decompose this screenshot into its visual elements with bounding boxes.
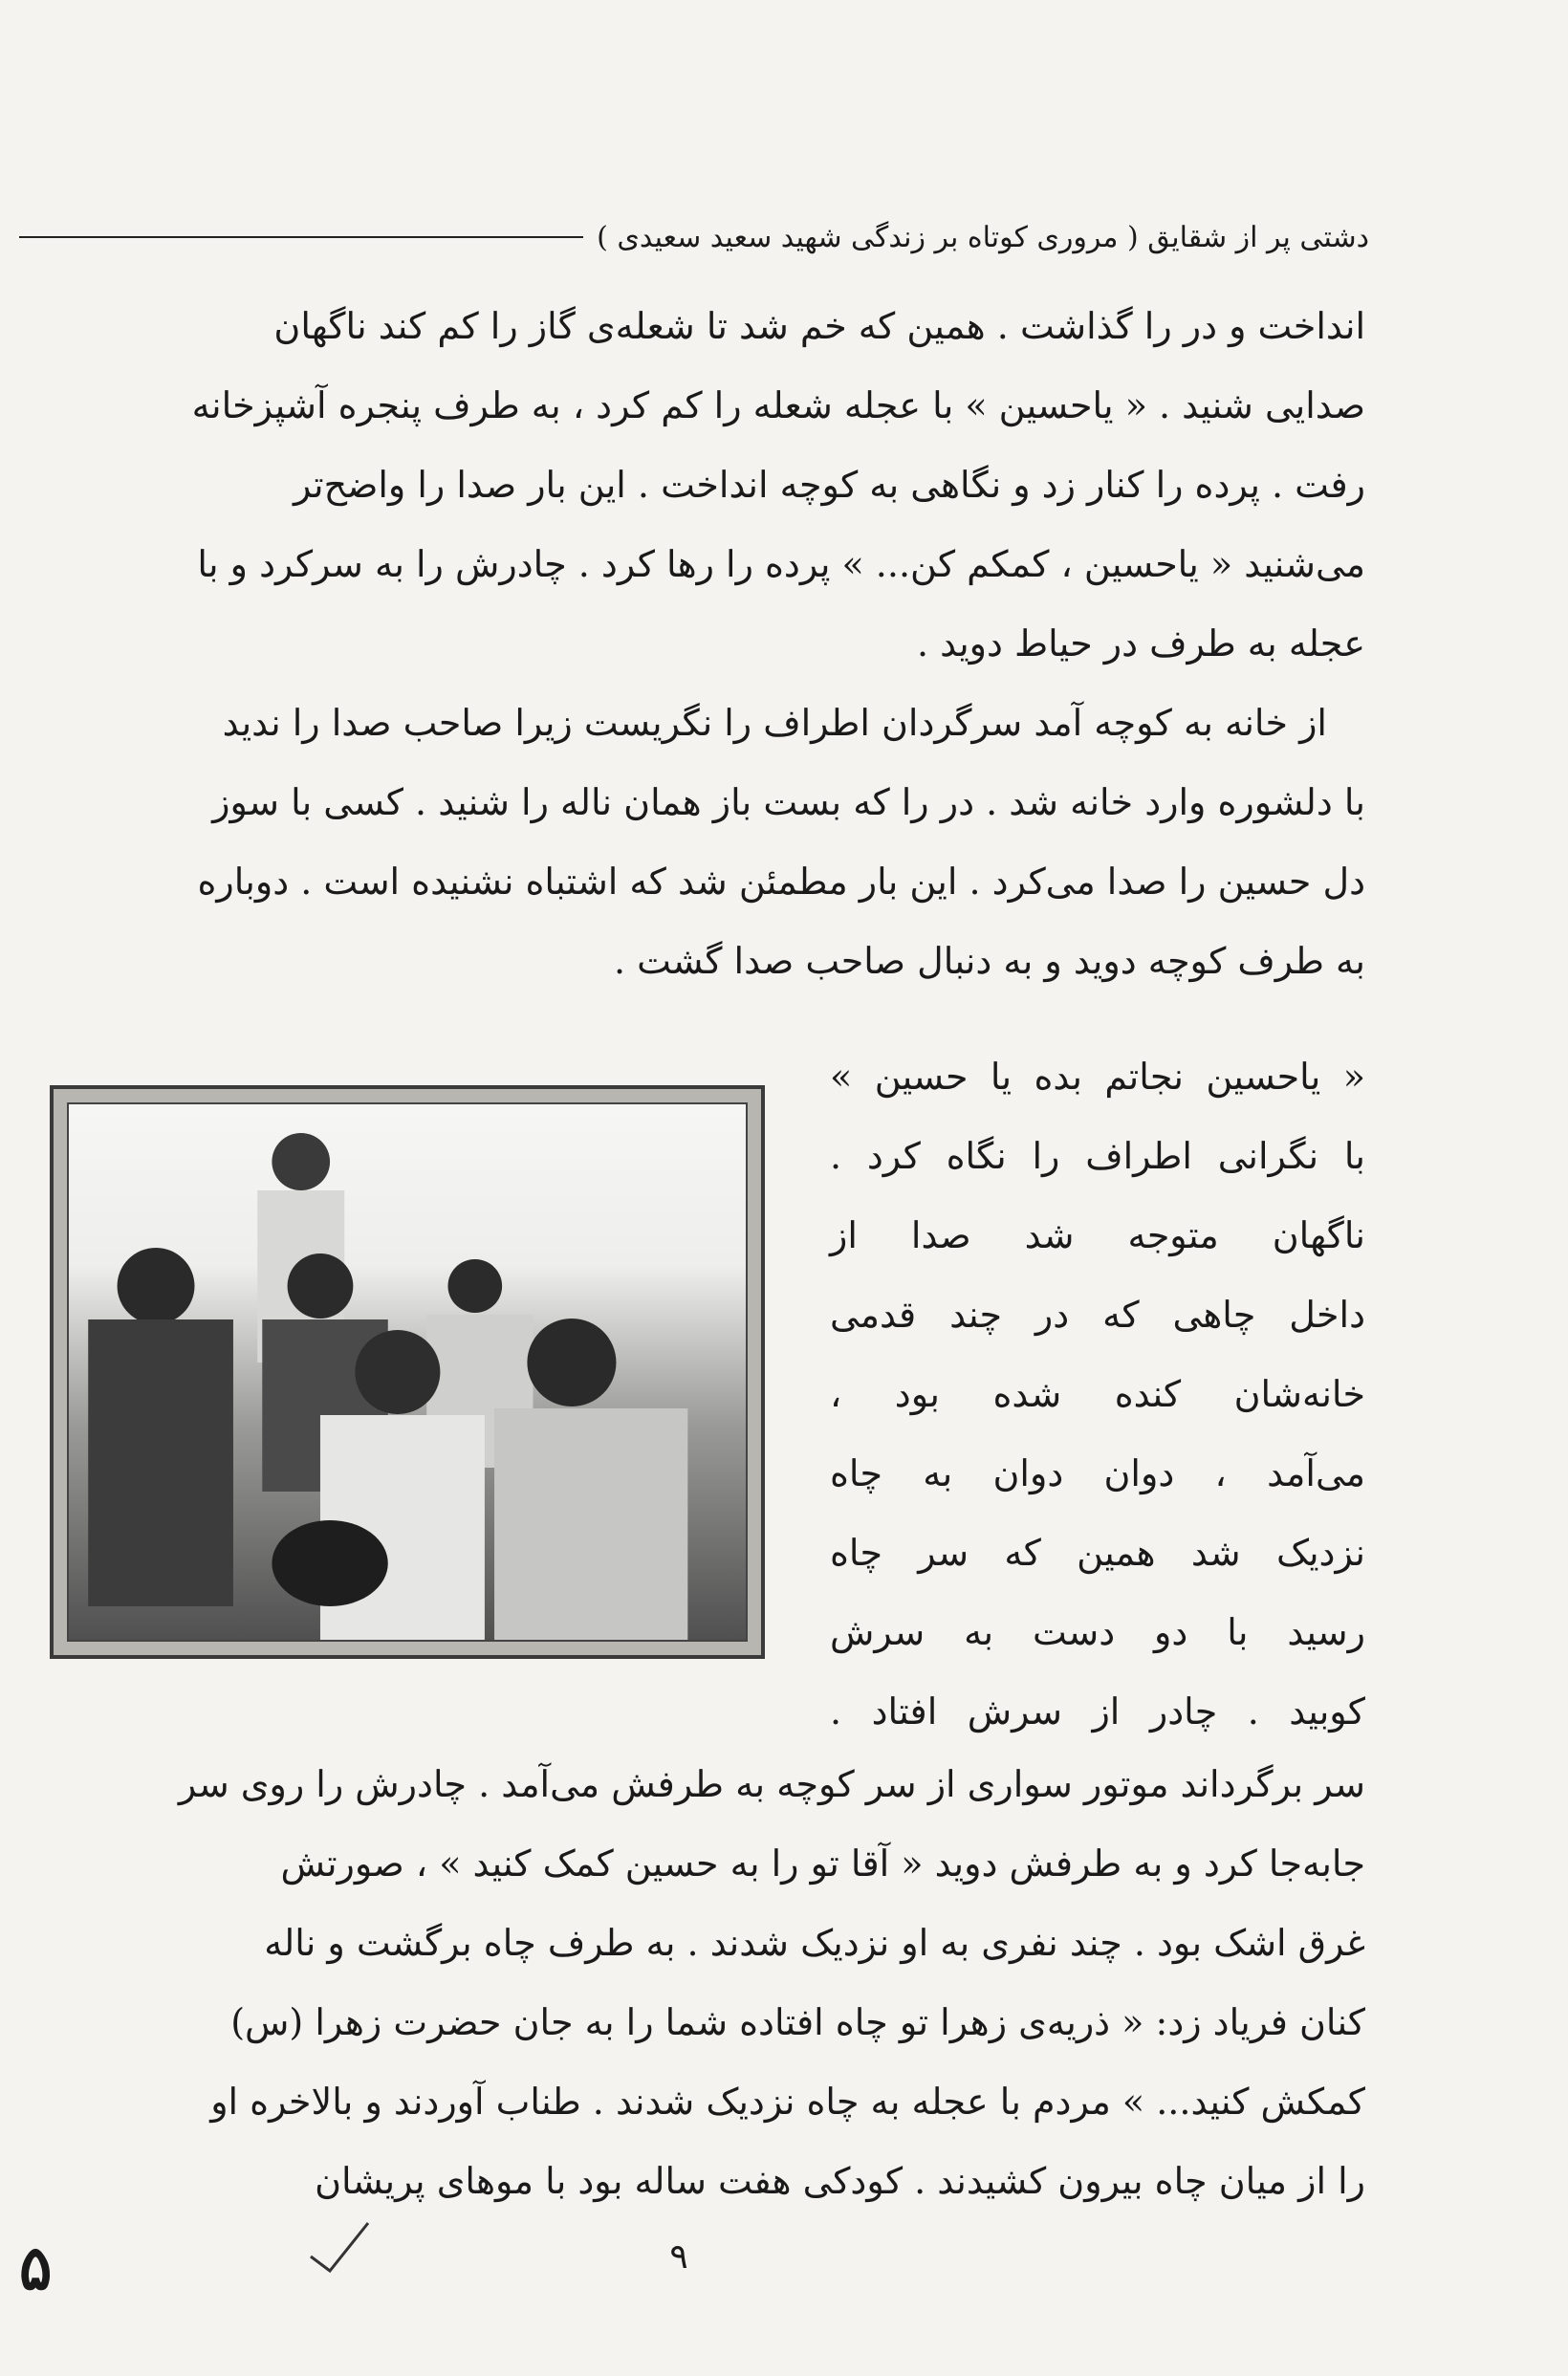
running-header [19,218,1369,256]
photo-frame [50,1085,765,1659]
text-line: خانه‌شان کنده شده بود ، [830,1373,1365,1415]
text-line: دل حسین را صدا می‌کرد . این بار مطمئن شد که اشتباه نشنیده است . دوباره [197,861,1365,903]
text-line: با نگرانی اطراف را نگاه کرد . [830,1135,1365,1177]
text-line: عجله به طرف در حیاط دوید . [916,622,1365,665]
text-line: نزدیک شد همین که سر چاه [830,1532,1365,1574]
text-line: کوبید . چادر از سرش افتاد . [830,1690,1365,1733]
text-line: رسید با دو دست به سرش [830,1611,1365,1653]
text-line: غرق اشک بود . چند نفری به او نزدیک شدند . به طرف چاه برگشت و ناله [264,1922,1365,1964]
text-line: داخل چاهی که در چند قدمی [830,1294,1365,1336]
page-number: ۹ [669,2237,688,2277]
header-title: دشتی پر از شقایق ( مروری کوتاه بر زندگی شهید سعید سعیدی ) [597,220,1369,254]
text-line: می‌آمد ، دوان دوان به چاه [830,1452,1365,1494]
text-line: را از میان چاه بیرون کشیدند . کودکی هفت ساله بود با موهای پریشان [315,2160,1365,2202]
check-mark-icon [306,2218,373,2276]
text-line: کمکش کنید... » مردم با عجله به چاه نزدیک شدند . طناب آوردند و بالاخره او [210,2081,1365,2123]
text-line: با دلشوره وارد خانه شد . در را که بست باز همان ناله را شنید . کسی با سوز [212,781,1365,823]
text-line: جابه‌جا کرد و به طرفش دوید « آقا تو را به حسین کمک کنید » ، صورتش [280,1842,1365,1885]
text-line: « یاحسین نجاتم بده یا حسین » [830,1056,1365,1098]
text-line: ناگهان متوجه شد صدا از [830,1214,1365,1256]
paragraph-1 [27,287,1365,684]
margin-mark: ۵ [19,2233,53,2304]
text-line: از خانه به کوچه آمد سرگردان اطراف را نگریست زیرا صاحب صدا را ندید [222,702,1327,744]
group-photo [67,1102,748,1642]
paragraph-2 [27,684,1365,1001]
text-line: صدایی شنید . « یاحسین » با عجله شعله را کم کرد ، به طرف پنجره آشپزخانه [191,384,1365,426]
bottom-text-block [27,1745,1365,2221]
header-rule [19,236,583,238]
text-line: کنان فریاد زد: « ذریه‌ی زهرا تو چاه افتاده شما را به جان حضرت زهرا (س) [230,2001,1365,2043]
text-line: سر برگرداند موتور سواری از سر کوچه به طرفش می‌آمد . چادرش را روی سر [178,1763,1365,1805]
text-line: رفت . پرده را کنار زد و نگاهی به کوچه انداخت . این بار صدا را واضح‌تر [294,464,1365,506]
side-text-column [830,1037,1365,1752]
text-line: انداخت و در را گذاشت . همین که خم شد تا شعله‌ی گاز را کم کند ناگهان [273,305,1365,347]
text-line: می‌شنید « یاحسین ، کمکم کن... » پرده را رها کرد . چادرش را به سرکرد و با [197,543,1365,585]
text-line: به طرف کوچه دوید و به دنبال صاحب صدا گشت . [614,940,1365,982]
top-text-block [27,287,1365,1001]
